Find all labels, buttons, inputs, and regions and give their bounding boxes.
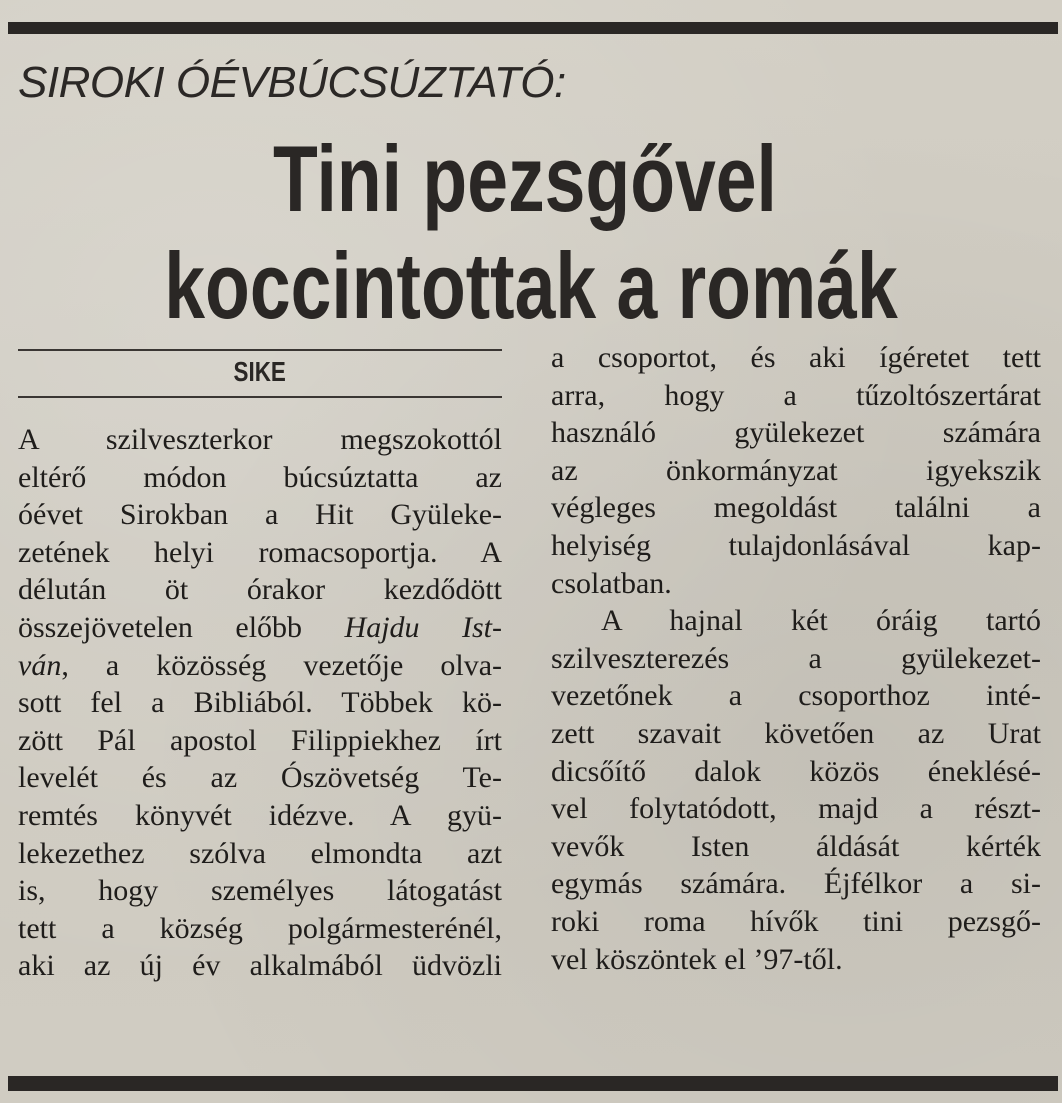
text-line: végleges megoldást találni a xyxy=(551,491,1041,525)
text-line: vel folytatódott, majd a részt- xyxy=(551,792,1041,826)
text-line: az önkormányzat igyekszik xyxy=(551,453,1041,487)
person-name-italic: Hajdu Ist- xyxy=(344,610,502,644)
text-line: sott fel a Bibliából. Többek kö- xyxy=(18,686,502,720)
text-line xyxy=(18,647,502,685)
byline xyxy=(18,356,502,388)
person-name-italic: ván xyxy=(18,648,62,682)
text-line: lekezethez szólva elmondta azt xyxy=(18,836,502,870)
text-line: zett szavait követően az Urat xyxy=(551,716,1041,750)
text-line: remtés könyvét idézve. A gyü- xyxy=(18,798,502,832)
text-line: A szilveszterkor megszokottól xyxy=(18,423,502,456)
byline-rule-bottom xyxy=(18,396,502,398)
text-line: vel köszöntek el ’97-től. xyxy=(551,942,843,976)
text-line: a csoportot, és aki ígéretet tett xyxy=(551,341,1041,374)
text-line: óévet Sirokban a Hit Gyüleke- xyxy=(18,498,502,532)
text-line: arra, hogy a tűzoltószertárat xyxy=(551,378,1041,412)
text-run: összejövetelen előbb xyxy=(18,610,345,644)
bottom-rule xyxy=(8,1076,1058,1091)
text-line: vevők Isten áldását kérték xyxy=(551,829,1041,863)
byline-rule-top xyxy=(18,349,502,351)
article-column-right xyxy=(551,339,1041,978)
text-line: dicsőítő dalok közös éneklésé- xyxy=(551,754,1041,788)
text-line: használó gyülekezet számára xyxy=(551,416,1041,450)
text-line: aki az új év alkalmából üdvözli xyxy=(18,949,502,983)
text-line xyxy=(18,609,502,647)
headline-line-2: koccintottak a romák xyxy=(164,233,898,338)
text-line: zött Pál apostol Filippiekhez írt xyxy=(18,723,502,757)
kicker: SIROKI ÓÉVBÚCSÚZTATÓ: xyxy=(18,58,566,107)
headline-line-1: Tini pezsgővel xyxy=(273,126,777,231)
text-line: levelét és az Ószövetség Te- xyxy=(18,761,502,795)
article-column-left xyxy=(18,421,502,985)
text-line: is, hogy személyes látogatást xyxy=(18,874,502,908)
byline-text: SIKE xyxy=(233,356,287,387)
text-line: A hajnal két óráig tartó xyxy=(601,604,1041,638)
text-line: roki roma hívők tini pezsgő- xyxy=(551,904,1041,938)
text-line: délután öt órakor kezdődött xyxy=(18,573,502,607)
text-line: zetének helyi romacsoportja. A xyxy=(18,535,502,569)
text-line: tett a község polgármesterénél, xyxy=(18,911,502,945)
text-line: vezetőnek a csoporthoz inté- xyxy=(551,679,1041,713)
text-run: , a közösség vezetője olva- xyxy=(61,648,502,682)
text-line: egymás számára. Éjfélkor a si- xyxy=(551,867,1041,901)
top-rule xyxy=(8,22,1058,34)
text-line: helyiség tulajdonlásával kap- xyxy=(551,528,1041,562)
text-line: eltérő módon búcsúztatta az xyxy=(18,460,502,494)
text-line: csolatban. xyxy=(551,566,672,600)
text-line: szilveszterezés a gyülekezet- xyxy=(551,641,1041,675)
